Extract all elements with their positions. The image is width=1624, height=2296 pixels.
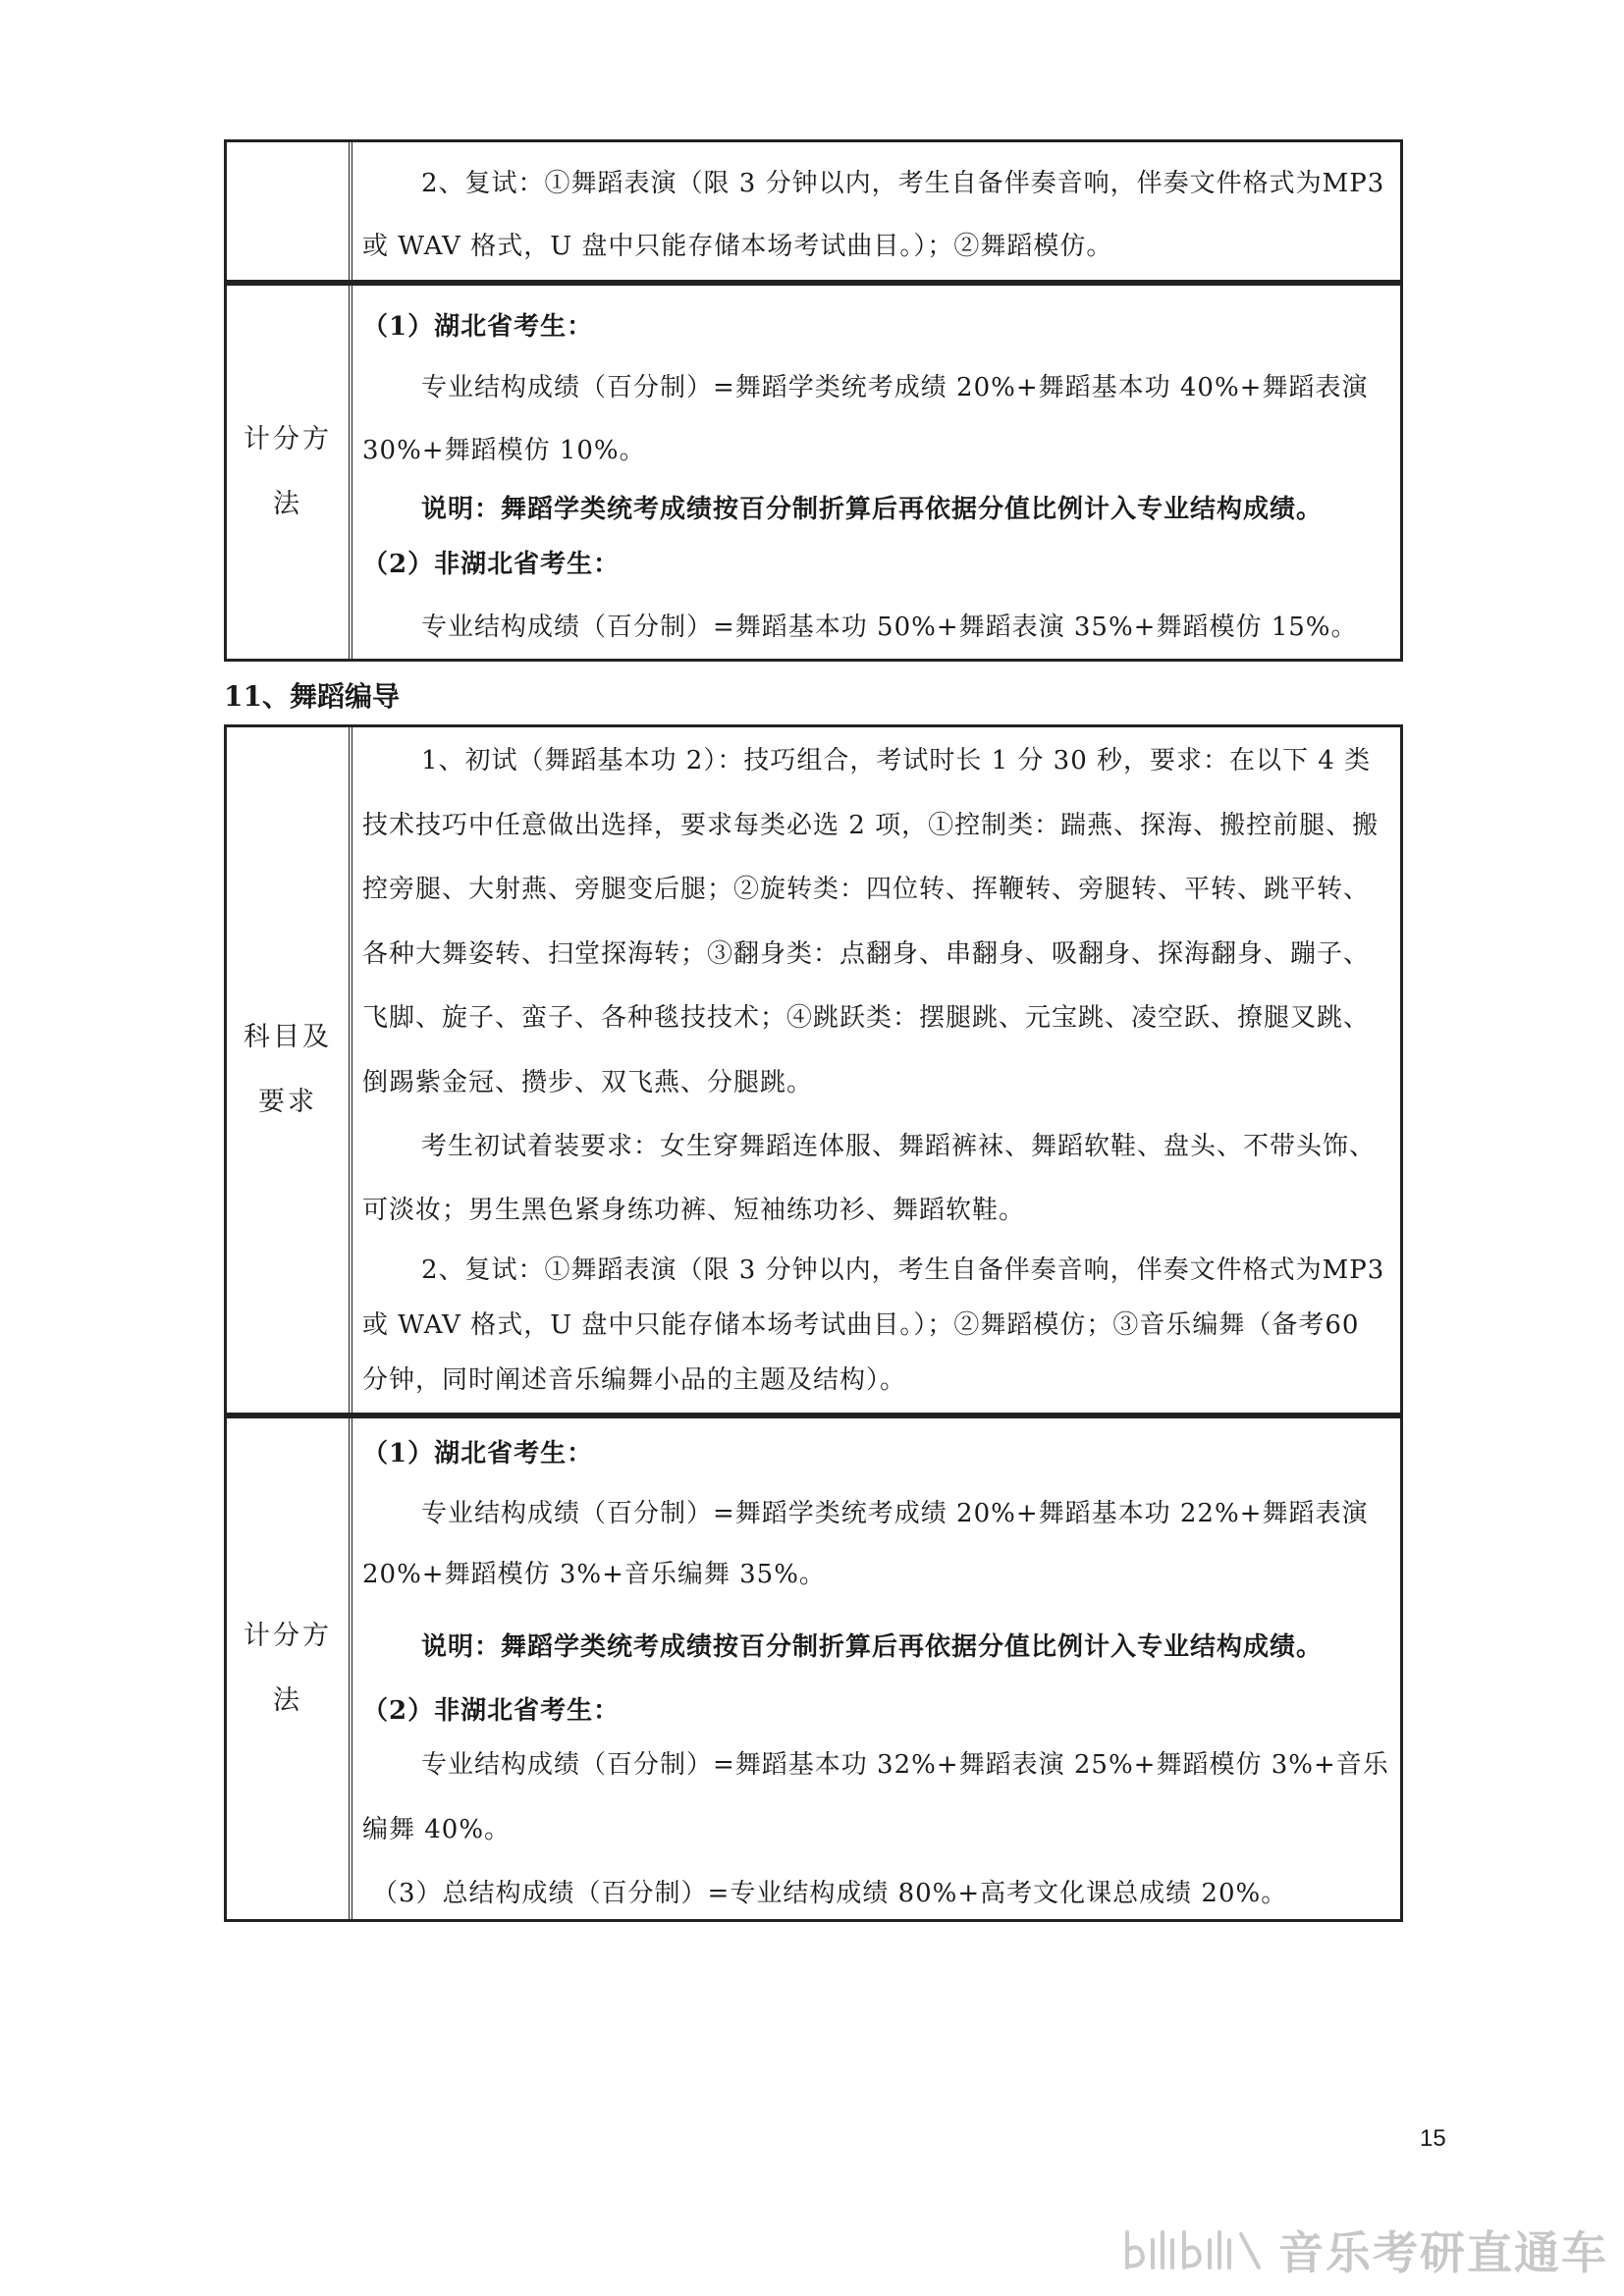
section-heading: 11、舞蹈编导 [224,680,400,713]
bottom-hubei-formula: 专业结构成绩（百分制）=舞蹈学类统考成绩 20%+舞蹈基本功 22%+舞蹈表演 20%+舞蹈模仿 3%+音乐编舞 35%。 [362,1499,1369,1589]
bottom-hubei-heading: （1）湖北省考生： [362,1439,594,1468]
watermark [1121,2217,1608,2282]
bottom-exam-round2: 2、复试：①舞蹈表演（限 3 分钟以内，考生自备伴奏音响，伴奏文件格式为MP3 或 WAV 格式，U 盘中只能存储本场考试曲目。）；②舞蹈模仿；③音乐编舞（备考60 分钟，同时阐述音乐编舞小品的主题及结构）。 [362,1255,1385,1395]
top-row2-content-cell [358,286,1394,659]
bottom-exam-round1: 1、初试（舞蹈基本功 2）：技巧组合，考试时长 1 分 30 秒，要求：在以下 4 类技术技巧中任意做出选择，要求每类必选 2 项，①控制类：踹燕、探海、搬控前腿、搬控旁腿、大射燕、旁腿变后腿；②旋转类：四位转、挥鞭转、旁腿转、平转、跳平转、各种大舞姿转、扫堂探海转；③翻身类：点翻身、串翻身、吸翻身、探海翻身、蹦子、飞脚、旋子、蛮子、各种毯技技术；④跳跃类：摆腿跳、元宝跳、凌空跃、撩腿叉跳、倒踢紫金冠、攒步、双飞燕、分腿跳。 [362,746,1380,1097]
bottom-dress-requirement: 考生初试着装要求：女生穿舞蹈连体服、舞蹈裤袜、舞蹈软鞋、盘头、不带头饰、可淡妆；男生黑色紧身练功裤、短袖练功衫、舞蹈软鞋。 [362,1132,1377,1225]
top-row2-label: 计分方法 [244,424,332,519]
bottom-row2-content-cell [358,1418,1394,1919]
bottom-note: 说明：舞蹈学类统考成绩按百分制折算后再依据分值比例计入专业结构成绩。 [421,1632,1324,1662]
top-note: 说明：舞蹈学类统考成绩按百分制折算后再依据分值比例计入专业结构成绩。 [421,495,1324,524]
bottom-non-hubei-formula: 专业结构成绩（百分制）=舞蹈基本功 32%+舞蹈表演 25%+舞蹈模仿 3%+音乐编舞 40%。 [362,1750,1389,1844]
watermark-text: 音乐考研直通车 [1278,2226,1608,2279]
bottom-total-formula: （3）总结构成绩（百分制）=专业结构成绩 80%+高考文化课总成绩 20%。 [372,1879,1288,1908]
top-hubei-heading: （1）湖北省考生： [362,312,594,342]
top-row1-paragraph: 2、复试：①舞蹈表演（限 3 分钟以内，考生自备伴奏音响，伴奏文件格式为MP3 或 WAV 格式，U 盘中只能存储本场考试曲目。）；②舞蹈模仿。 [362,169,1385,261]
bottom-row1-label-cell [227,727,352,1413]
top-table-row-scoring [224,283,1403,662]
top-non-hubei-heading: （2）非湖北省考生： [362,550,621,579]
top-row1-label-cell [227,142,352,280]
bottom-row2-label: 计分方法 [244,1621,332,1716]
bottom-non-hubei-heading: （2）非湖北省考生： [362,1696,621,1726]
page-number: 15 [1420,2125,1446,2152]
bottom-table-row-scoring [224,1415,1403,1922]
bottom-table-row-requirements [224,724,1403,1415]
bottom-row1-label: 科目及要求 [244,1022,332,1117]
top-non-hubei-formula: 专业结构成绩（百分制）=舞蹈基本功 50%+舞蹈表演 35%+舞蹈模仿 15%。 [421,613,1358,642]
bottom-row2-label-cell [227,1418,352,1919]
top-table-row-requirements [224,139,1403,283]
top-row2-label-cell [227,286,352,659]
bottom-row1-content-cell [358,727,1394,1413]
top-row1-content-cell [358,142,1394,280]
top-hubei-formula: 专业结构成绩（百分制）=舞蹈学类统考成绩 20%+舞蹈基本功 40%+舞蹈表演 30%+舞蹈模仿 10%。 [362,373,1369,465]
bilibili-logo-icon [1121,2228,1269,2271]
